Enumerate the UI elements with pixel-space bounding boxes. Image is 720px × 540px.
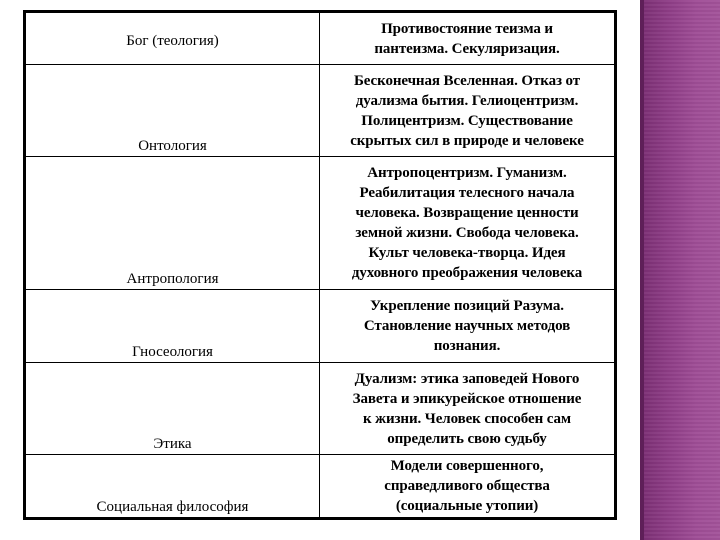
description-text: Дуализм: этика заповедей Нового Завета и эпикурейское отношение к жизни. Человек способен сам определить свою судьбу [352, 370, 582, 447]
topic-cell: Антропология [25, 157, 320, 290]
description-cell [320, 12, 616, 65]
table-row [25, 12, 616, 65]
table-row [25, 290, 616, 363]
description-cell [320, 363, 616, 455]
topic-cell: Социальная философия [25, 455, 320, 519]
topic-cell: Этика [25, 363, 320, 455]
decorative-side-panel [640, 0, 720, 540]
description-cell [320, 455, 616, 519]
topic-cell: Бог (теология) [25, 12, 320, 65]
description-cell [320, 65, 616, 157]
table-row [25, 65, 616, 157]
table-row [25, 157, 616, 290]
description-text: Укрепление позиций Разума. Становление научных методов познания. [363, 298, 571, 354]
philosophy-table [23, 10, 617, 520]
description-text: Противостояние теизма и пантеизма. Секуляризация. [374, 20, 560, 57]
table-row [25, 363, 616, 455]
description-text: Антропоцентризм. Гуманизм. Реабилитация телесного начала человека. Возвращение ценности земной жизни. Свобода человека. Культ человека-творца. Идея духовного преображения человека [351, 165, 583, 281]
description-text: Модели совершенного, справедливого общества (социальные утопии) [384, 458, 550, 514]
description-cell [320, 290, 616, 363]
description-cell [320, 157, 616, 290]
topic-cell: Онтология [25, 65, 320, 157]
table-row [25, 455, 616, 519]
topic-cell: Гносеология [25, 290, 320, 363]
description-text: Бесконечная Вселенная. Отказ от дуализма бытия. Гелиоцентризм. Полицентризм. Существование скрытых сил в природе и человеке [350, 72, 584, 149]
